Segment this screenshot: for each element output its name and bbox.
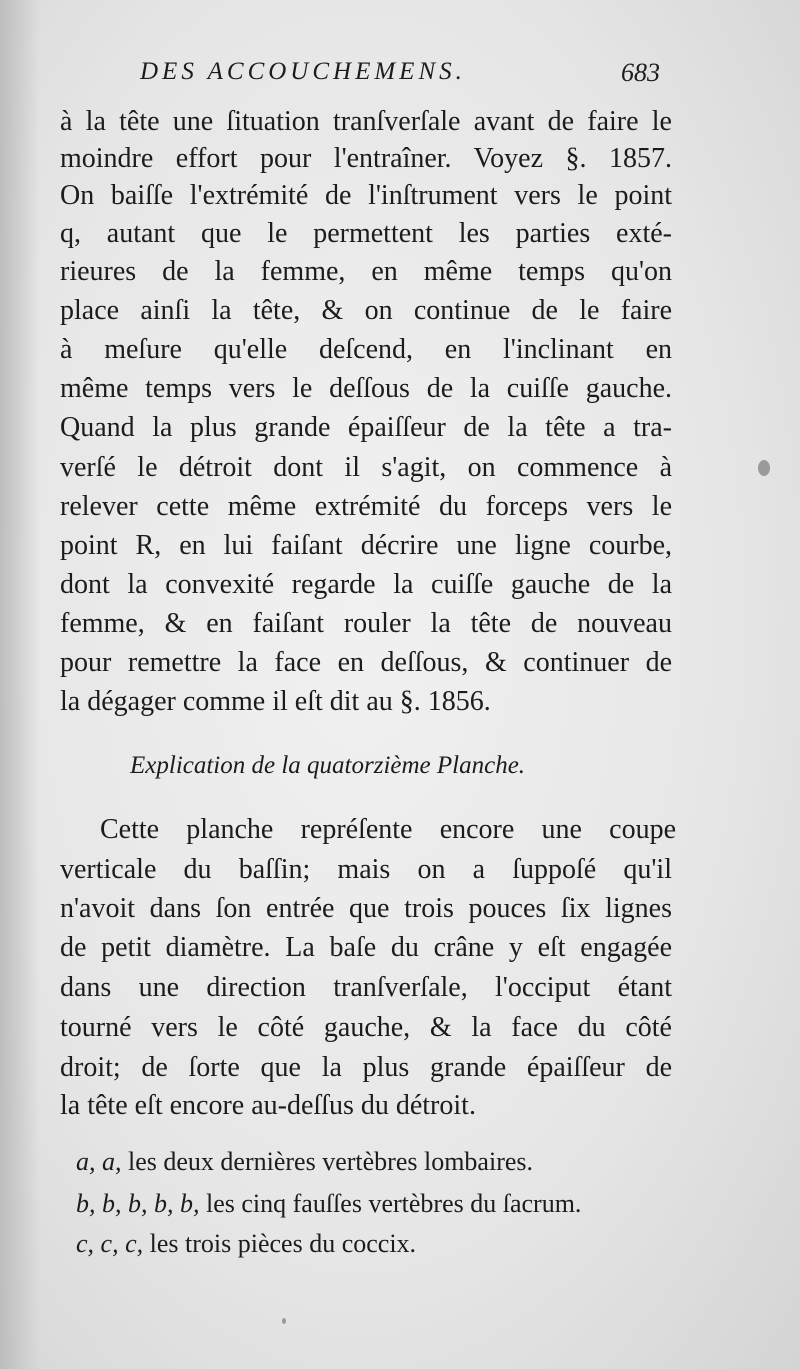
paper-spot [282,1318,286,1324]
text-line: rieures de la femme, en même temps qu'on [60,256,672,287]
text-line: la tête eſt encore au-deſſus du détroit. [60,1090,476,1121]
text-line: moindre effort pour l'entraîner. Voyez §. 1857. [60,143,672,174]
legend-key: b, b, b, b, b, [76,1189,200,1218]
legend-text: les cinq fauſſes vertèbres du ſacrum. [199,1189,582,1218]
text-line: Cette planche repréſente encore une coupe [100,814,676,845]
running-head [140,58,660,98]
text-line: point R, en lui faiſant décrire une ligne courbe, [60,530,672,561]
text-line: femme, & en faiſant rouler la tête de nouveau [60,608,672,639]
legend-text: les trois pièces du coccix. [143,1229,417,1258]
page-gutter-shadow [0,0,40,1369]
legend-item [76,1186,672,1222]
legend-item [76,1144,672,1180]
text-line: relever cette même extrémité du forceps vers le [60,491,672,522]
text-line: verſé le détroit dont il s'agit, on commence à [60,452,672,483]
text-line: Quand la plus grande épaiſſeur de la tête a tra- [60,412,672,443]
page-number: 683 [621,58,660,87]
section-heading: Explication de la quatorzième Planche. [130,752,526,779]
text-line: q, autant que le permettent les parties exté- [60,218,672,249]
legend-key: a, a, [76,1147,122,1176]
text-line: verticale du baſſin; mais on a ſuppoſé qu'il [60,854,672,885]
legend-text: les deux dernières vertèbres lombaires. [121,1147,534,1176]
text-line: place ainſi la tête, & on continue de le faire [60,295,672,326]
running-title: DES ACCOUCHEMENS. [140,58,466,85]
text-line: On baiſſe l'extrémité de l'inſtrument vers le point [60,180,672,211]
text-line: de petit diamètre. La baſe du crâne y eſt engagée [60,932,672,963]
text-line: n'avoit dans ſon entrée que trois pouces ſix lignes [60,893,672,924]
text-line: dans une direction tranſverſale, l'occiput étant [60,972,672,1003]
text-line: tourné vers le côté gauche, & la face du côté [60,1012,672,1043]
text-line: pour remettre la face en deſſous, & continuer de [60,647,672,678]
text-line: dont la convexité regarde la cuiſſe gauche de la [60,569,672,600]
text-line: droit; de ſorte que la plus grande épaiſſeur de [60,1052,672,1083]
text-line: à la tête une ſituation tranſverſale avant de faire le [60,106,672,137]
text-line: à meſure qu'elle deſcend, en l'inclinant en [60,334,672,365]
text-line: même temps vers le deſſous de la cuiſſe gauche. [60,373,672,404]
paper-spot [758,460,770,476]
text-line: la dégager comme il eſt dit au §. 1856. [60,686,491,717]
legend-item [76,1226,672,1262]
legend-key: c, c, c, [76,1229,144,1258]
